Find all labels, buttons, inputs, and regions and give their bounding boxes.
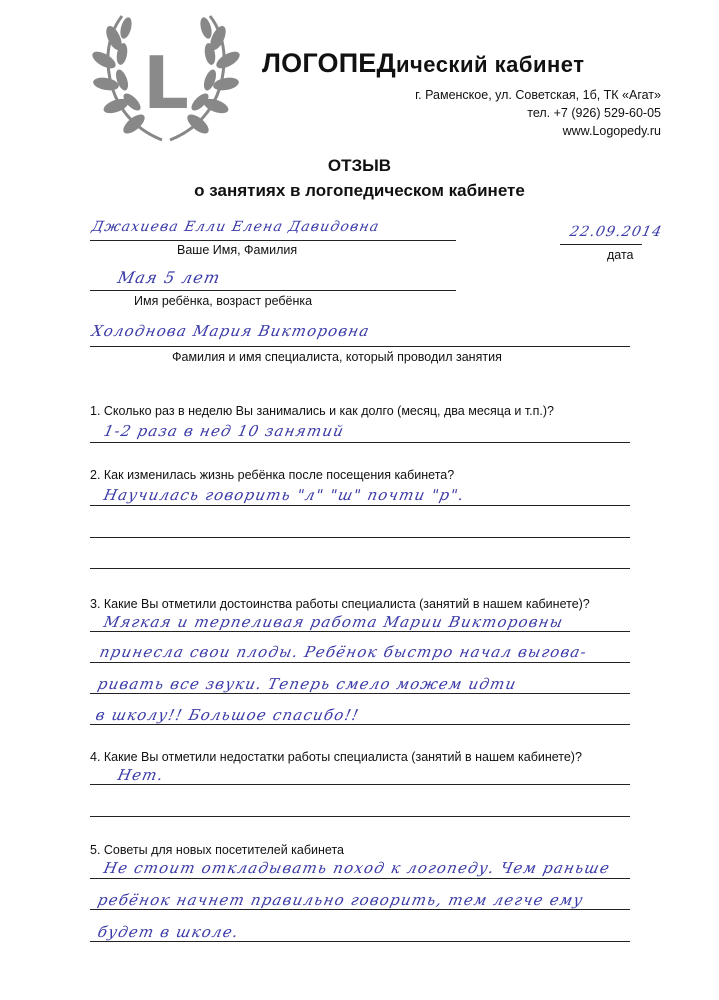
answer-line — [90, 878, 630, 879]
specialist-line — [90, 346, 630, 347]
brand-title — [262, 48, 584, 79]
name-handwriting: Джахиева Елли Елена Давидовна — [90, 219, 382, 235]
answer-line — [90, 784, 630, 785]
answer-line — [90, 442, 630, 443]
date-handwriting: 22.09.2014 — [568, 224, 664, 240]
answer-line — [90, 537, 630, 538]
child-handwriting: Мая 5 лет — [115, 268, 223, 287]
answer-5-line-2: ребёнок начнет правильно говорить, тем легче ему — [96, 891, 586, 909]
question-3: 3. Какие Вы отметили достоинства работы специалиста (занятий в нашем кабинете)? — [90, 597, 590, 611]
answer-3-line-2: принесла свои плоды. Ребёнок быстро начал выгова- — [98, 643, 589, 661]
document-title: ОТЗЫВ — [327, 156, 392, 175]
answer-1-line-1: 1-2 раза в нед 10 занятий — [102, 422, 347, 440]
question-5: 5. Советы для новых посетителей кабинета — [90, 843, 344, 857]
answer-line — [90, 724, 630, 725]
brand-phone: тел. +7 (926) 529-60-05 — [527, 106, 661, 120]
question-1: 1. Сколько раз в неделю Вы занимались и как долго (месяц, два месяца и т.п.)? — [90, 404, 554, 418]
answer-5-line-1: Не стоит откладывать поход к логопеду. Чем раньше — [102, 859, 613, 877]
answer-3-line-4: в школу!! Большое спасибо!! — [94, 706, 362, 724]
child-line — [90, 290, 456, 291]
answer-line — [90, 693, 630, 694]
child-label: Имя ребёнка, возраст ребёнка — [134, 294, 313, 308]
answer-4-line-1: Нет. — [116, 766, 166, 784]
name-label: Ваше Имя, Фамилия — [177, 243, 298, 257]
answer-2-line-1: Научилась говорить "л" "ш" почти "р". — [102, 486, 467, 504]
name-line — [90, 240, 456, 241]
question-2: 2. Как изменилась жизнь ребёнка после посещения кабинета? — [90, 468, 455, 482]
answer-5-line-3: будет в школе. — [96, 923, 241, 941]
logo-letter: L — [143, 41, 189, 125]
answer-line — [90, 941, 630, 942]
answer-3-line-1: Мягкая и терпеливая работа Марии Викторовны — [102, 613, 566, 631]
specialist-handwriting: Холоднова Мария Викторовна — [90, 322, 372, 340]
specialist-label: Фамилия и имя специалиста, который проводил занятия — [172, 350, 502, 364]
answer-line — [90, 909, 630, 910]
brand-title-rest: ический кабинет — [395, 52, 585, 77]
answer-line — [90, 662, 630, 663]
brand-title-bold: ЛОГОПЕД — [262, 48, 396, 78]
answer-3-line-3: ривать все звуки. Теперь смело можем идти — [96, 675, 519, 693]
answer-line — [90, 631, 630, 632]
brand-website: www.Logopedy.ru — [562, 124, 661, 138]
answer-line — [90, 568, 630, 569]
answer-line — [90, 816, 630, 817]
question-4: 4. Какие Вы отметили недостатки работы специалиста (занятий в нашем кабинете)? — [90, 750, 582, 764]
date-label: дата — [607, 248, 634, 262]
brand-address: г. Раменское, ул. Советская, 1б, ТК «Агат» — [415, 88, 661, 102]
document-subtitle: о занятиях в логопедическом кабинете — [194, 181, 525, 200]
laurel-logo — [92, 8, 240, 148]
answer-line — [90, 505, 630, 506]
date-line — [560, 244, 642, 245]
